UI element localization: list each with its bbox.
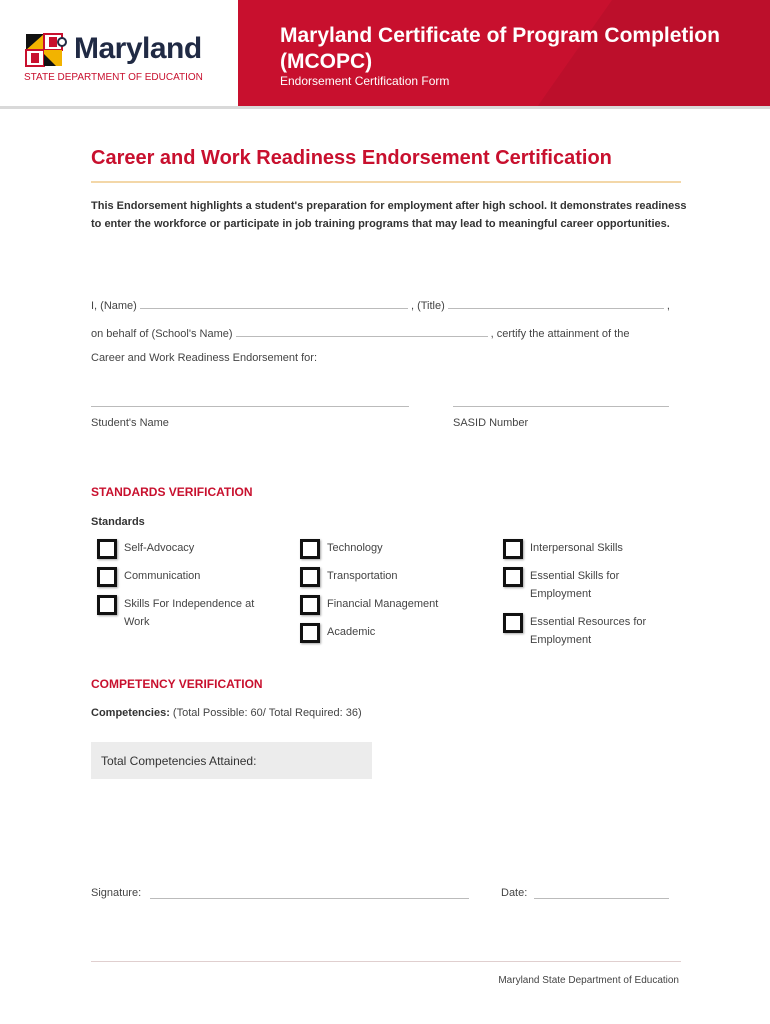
checkbox-skills-independence[interactable] bbox=[97, 595, 117, 615]
label-self-advocacy: Self-Advocacy bbox=[124, 542, 195, 554]
standards-heading: Standards bbox=[91, 516, 145, 528]
label-financial-management: Financial Management bbox=[327, 598, 439, 610]
label-academic: Academic bbox=[327, 626, 376, 638]
checkbox-essential-resources[interactable] bbox=[503, 613, 523, 633]
competency-section-title: COMPETENCY VERIFICATION bbox=[91, 677, 263, 691]
name-field[interactable] bbox=[140, 296, 408, 309]
signature-field[interactable] bbox=[150, 898, 469, 899]
competencies-detail: (Total Possible: 60/ Total Required: 36) bbox=[169, 707, 362, 719]
footer-text: Maryland State Department of Education bbox=[498, 975, 679, 986]
logo-subtitle: STATE DEPARTMENT OF EDUCATION bbox=[24, 72, 203, 83]
label-technology: Technology bbox=[327, 542, 383, 554]
school-label: on behalf of (School's Name) bbox=[91, 328, 233, 340]
standards-section-title: STANDARDS VERIFICATION bbox=[91, 485, 253, 499]
label-skills-independence: Skills For Independence at Work bbox=[124, 598, 255, 628]
competencies-label: Competencies: bbox=[91, 707, 170, 719]
checkbox-self-advocacy[interactable] bbox=[97, 539, 117, 559]
label-transportation: Transportation bbox=[327, 570, 398, 582]
checkbox-financial-management[interactable] bbox=[300, 595, 320, 615]
name-title-row bbox=[91, 296, 670, 312]
form-title: Career and Work Readiness Endorsement Certification bbox=[91, 147, 612, 169]
checkbox-transportation[interactable] bbox=[300, 567, 320, 587]
endorsement-line: Career and Work Readiness Endorsement for: bbox=[91, 352, 318, 364]
form-intro: This Endorsement highlights a student's preparation for employment after high school. It demonstrates readiness to enter the workforce or participate in job training programs that may lead to meaningful career opportunities. bbox=[91, 200, 687, 230]
logo-wordmark: Maryland bbox=[74, 32, 202, 65]
certify-text: , certify the attainment of the bbox=[490, 328, 630, 340]
label-essential-skills: Essential Skills for Employment bbox=[530, 570, 620, 600]
checkbox-academic[interactable] bbox=[300, 623, 320, 643]
page-title: Maryland Certificate of Program Completion (MCOPC) bbox=[280, 24, 720, 73]
title-field[interactable] bbox=[448, 296, 664, 309]
header-logo-area bbox=[0, 0, 238, 106]
checkbox-communication[interactable] bbox=[97, 567, 117, 587]
competencies-line bbox=[91, 707, 362, 719]
comma-text: , bbox=[666, 300, 670, 312]
header-divider bbox=[0, 106, 770, 109]
student-name-label: Student's Name bbox=[91, 417, 169, 429]
sasid-label: SASID Number bbox=[453, 417, 529, 429]
signature-label: Signature: bbox=[91, 887, 142, 899]
total-competencies-field[interactable] bbox=[91, 742, 372, 779]
name-label: I, (Name) bbox=[91, 300, 137, 312]
checkbox-interpersonal-skills[interactable] bbox=[503, 539, 523, 559]
date-label: Date: bbox=[501, 887, 528, 899]
school-name-field[interactable] bbox=[236, 324, 488, 337]
checkbox-technology[interactable] bbox=[300, 539, 320, 559]
label-essential-resources: Essential Resources for Employment bbox=[530, 616, 647, 646]
checkbox-essential-skills[interactable] bbox=[503, 567, 523, 587]
page-header bbox=[0, 0, 770, 106]
msde-logo bbox=[22, 28, 222, 88]
footer-divider bbox=[91, 961, 681, 962]
date-field[interactable] bbox=[534, 898, 669, 899]
sasid-field[interactable] bbox=[453, 406, 669, 407]
school-row bbox=[91, 324, 629, 340]
student-name-field[interactable] bbox=[91, 406, 409, 407]
label-communication: Communication bbox=[124, 570, 201, 582]
total-competencies-label: Total Competencies Attained: bbox=[101, 754, 257, 768]
page-subtitle: Endorsement Certification Form bbox=[280, 74, 450, 88]
title-label: , (Title) bbox=[410, 300, 445, 312]
title-divider bbox=[91, 181, 681, 183]
label-interpersonal-skills: Interpersonal Skills bbox=[530, 542, 623, 554]
maryland-flag-icon bbox=[22, 28, 68, 72]
